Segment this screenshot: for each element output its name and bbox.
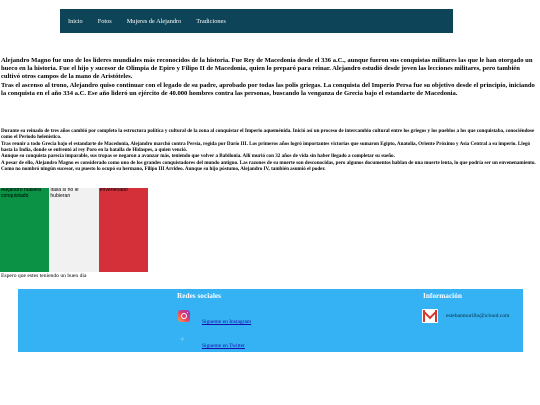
details-paragraph-2: Tras reunir a todo Grecia bajo el estandarte de Macedonia, Alejandro marchó contra Persia, regida por Darío III. Los primeros años logró importantes victorias que sumaron Egipto, Anatolia, Oriente Próximo y Asia Central a su imperio. Llegó hasta la India, donde se enfrentó al rey Poro en la batalla de Hidaspes, a quien venció. [1,140,531,154]
social-heading: Redes sociales [177,291,221,300]
details-paragraph-1: Durante su reinado de tres años cambió por completo la estructura política y cultural de la zona al conquistar el Imperio aqueménida. Inició así un proceso de intercambio cultural entre los griegos y los pueblos a los que conquistaba, conociéndose como el Periodo helenístico. [1,128,535,141]
footer [18,289,523,352]
intro-section [1,57,537,98]
nav-item-tradiciones[interactable]: Tradiciones [196,17,226,25]
flag-stripe-green [0,188,49,272]
intro-paragraph-2: Tras el ascenso al trono, Alejandro quiso continuar con el legado de su padre, aprobado por todas las polis griegas. La conquista del Imperio Persa fue su objetivo desde el principio, iniciando la conquista en el año 334 a.C. Ese año lideró un ejército de 40.000 hombres contra las personas, buscando la venganza de Grecia bajo el estandarte de Macedonia. [1,81,535,97]
nav-item-inicio[interactable]: Inicio [68,17,83,25]
details-paragraph-3: Aunque su conquista parecía imparable, sus tropas se negaron a avanzar más, teniendo que volver a Babilonia. Allí murió con 32 años de vida sin haber llegado a completar su sueño. [1,153,395,160]
flag-stripe-red [99,188,148,272]
twitter-link[interactable]: Sigueme en Twitter [202,343,245,349]
gmail-icon[interactable] [422,309,438,323]
details-section [1,128,538,173]
instagram-icon[interactable] [178,310,190,322]
details-paragraph-4: A pesar de ello, Alejandro Magno es considerado como uno de los grandes conquistadores del mundo antiguo. Las razones de su muerte son desconocidas, pero algunos documentos hablan de una muerte lenta, lo que podría ser un envenenamiento. Como no nombró ningún sucesor, su puesto lo ocupó su hermano, Filipo III Arrideo. Aunque su hijo póstumo, Alejandro IV, también asumió el poder. [1,159,536,173]
top-navigation [60,9,453,33]
flag-red-text: envenenado [99,188,128,193]
nav-item-fotos[interactable]: Fotos [97,17,112,25]
flag-white-text: Italia si no le hubieran [50,188,79,199]
flag-green-text: Alejandro hubiera conquistado [1,188,41,199]
flag-caption: Espero que estes teniendo un buen dia [1,273,87,279]
nav-item-mujeres[interactable]: Mujeres de Alejandro [126,17,182,25]
intro-paragraph-1: Alejandro Magno fue uno de los líderes mundiales más reconocidos de la historia. Fue Rey de Macedonia desde el 336 a.C., aunque fueron sus conquistas militares las que le han otorgado un hueco en la historia. Fue el hijo y sucesor de Olimpia de Epiro y Filipo II de Macedonia, quien lo preparó para reinar. Alejandro estudió desde joven las lecciones militares, pero también cultivó otros campos de la mano de Aristóteles. [1,57,533,81]
italian-flag-table [0,188,148,272]
instagram-link[interactable]: Sigueme en Instagram [202,319,252,325]
flag-stripe-white [49,188,98,272]
info-heading: Información [423,291,462,300]
email-address: estebanmurillo@icloud.com [446,313,510,319]
twitter-icon[interactable]: ✦ [179,335,186,344]
